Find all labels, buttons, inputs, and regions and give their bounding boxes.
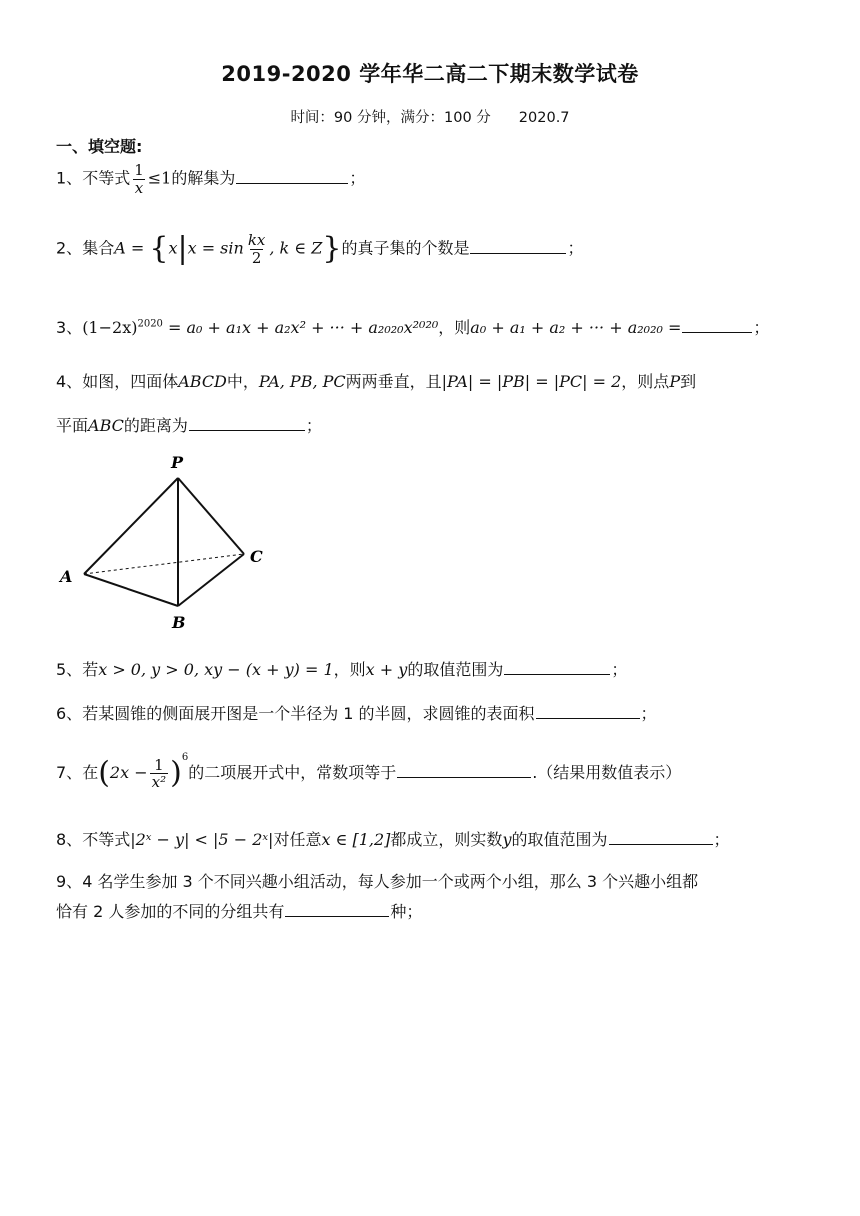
exam-title: 2019-2020 学年华二高二下期末数学试卷 [221, 62, 639, 86]
left-brace: { [149, 231, 169, 266]
answer-blank-2[interactable] [470, 237, 566, 254]
left-paren: ( [98, 755, 110, 791]
answer-blank-5[interactable] [504, 658, 610, 675]
question-7: 7、在(2x − $\frac{1}{\text{x²}}$ )$^6$的二项展开式中，常数项等于 .（结果用数值表示） [56, 752, 682, 791]
question-8: 8、不等式|2ˣ − y| < |5 − 2ˣ|对任意x ∈ [1,2]都成立，则实数y的取值范围为 ； [56, 830, 730, 849]
question-9-line-2: 恰有 2 人参加的不同的分组共有 种； [56, 902, 423, 921]
tetrahedron-figure [50, 448, 290, 638]
section-heading: 一、填空题: [56, 137, 143, 156]
question-5: 5、若x > 0, y > 0, xy − (x + y) = 1，则x + y的取值范围为 ； [56, 660, 628, 679]
fraction: $\frac{1}{x}$ [134, 161, 144, 197]
label-a: A [60, 567, 73, 586]
exam-subtitle [0, 106, 860, 127]
label-c: C [250, 547, 263, 566]
answer-blank-1[interactable] [236, 167, 348, 184]
exam-date: 2020.7 [518, 110, 570, 126]
question-6: 6、若某圆锥的侧面展开图是一个半径为 1 的半圆，求圆锥的表面积 ； [56, 704, 657, 723]
edge-pc [178, 478, 244, 554]
edge-ab [84, 574, 178, 606]
question-1: 1、不等式 $\frac{1}{x}$ ≤1的解集为 ； [56, 161, 366, 197]
question-9-line-1: 9、4 名学生参加 3 个不同兴趣小组活动，每人参加一个或两个小组，那么 3 个兴趣小组都 [56, 872, 699, 891]
question-4-line-1: 4、如图，四面体ABCD中，PA, PB, PC两两垂直，且|PA| = |PB| = |PC| = 2，则点P到 [56, 372, 697, 391]
answer-blank-7[interactable] [397, 761, 531, 778]
right-brace: } [322, 231, 342, 266]
right-paren: ) [170, 755, 182, 791]
edge-ac-hidden [84, 554, 244, 574]
label-p: P [171, 453, 184, 472]
fraction: $\frac{kx}{2}$ [247, 231, 266, 267]
answer-blank-9[interactable] [285, 900, 389, 917]
answer-blank-3[interactable] [682, 316, 752, 333]
question-4-line-2: 平面ABC的距离为 ； [56, 416, 322, 435]
answer-blank-6[interactable] [536, 702, 640, 719]
set-bar: | [177, 231, 188, 266]
question-3: 3、$(1-2x)^{2020} = a_0 + a_1x + a_2x^2$ + ··· + a₂₀₂₀x²⁰²⁰，则a₀ + a₁ + a₂ + ··· + a₂₀₂₀ = ； [56, 318, 770, 337]
fraction: $\frac{1}{\text{x²}}$ [151, 755, 167, 791]
answer-blank-4[interactable] [189, 414, 305, 431]
answer-blank-8[interactable] [609, 828, 713, 845]
label-b: B [172, 613, 186, 632]
edge-pa [84, 478, 178, 574]
question-2: 2、集合A = {x|x = sin $\frac{kx}{2}$ , k ∈ Z}的真子集的个数是 ； [56, 231, 584, 267]
exam-time: 时间：90 分钟，满分：100 分 [290, 110, 491, 126]
edge-bc [178, 554, 244, 606]
